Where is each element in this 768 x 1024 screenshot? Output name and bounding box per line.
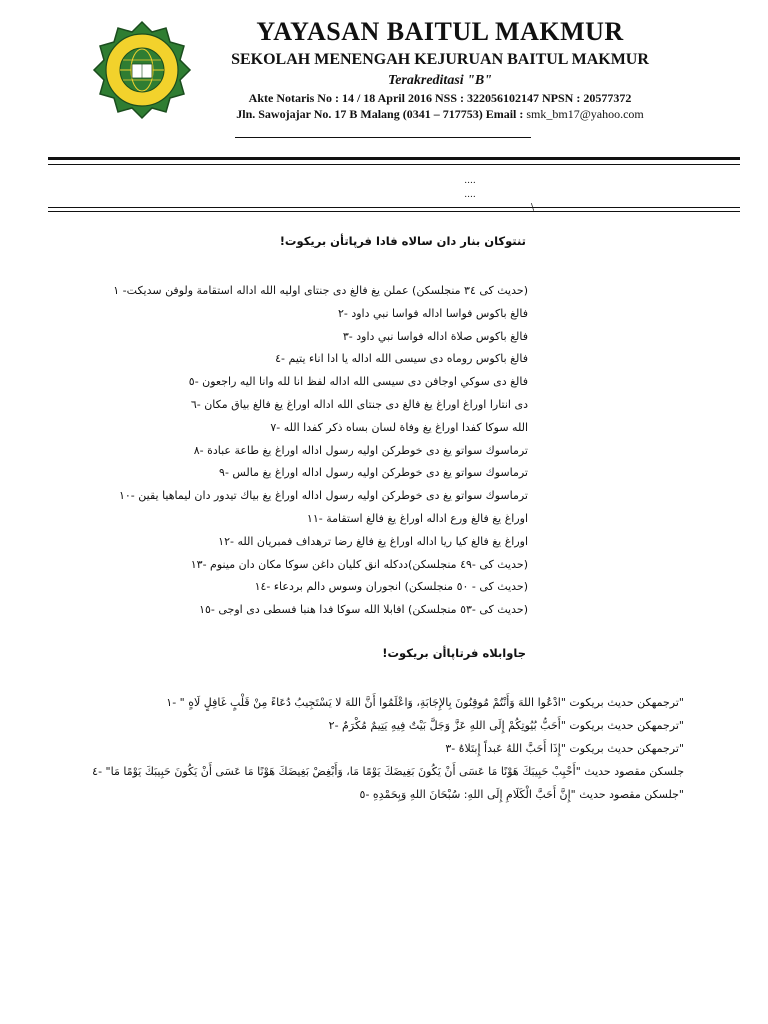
essay-question-list [44,691,684,806]
foundation-name: YAYASAN BAITUL MAKMUR [256,17,624,46]
school-name: SEKOLAH MENENGAH KEJURUAN BAITUL MAKMUR [231,51,649,68]
address-line [195,106,685,122]
section-title-answers: جاوابلاه فرتاپاأن بريكوت! [382,646,526,660]
divider-thin [48,164,740,165]
question-item: دى انتارا اوراغ اوراغ يغ فالغ دى جنتاى الله اداله اوراغ يغ فالغ بياق مکان -٦ [190,397,528,411]
essay-item: "جلسکن مقصود حديث "إِنَّ أَحَبَّ الْكَلَامِ إِلَى اللهِ: سُبْحَانَ اللهِ وَبِحَمْدِهِ -٥ [359,788,684,801]
question-item: فالغ باکوس روماه دى سيسى الله اداله يا ادا اناء يتيم -٤ [275,352,528,366]
question-list [58,281,528,623]
accreditation: Terakreditasi "B" [387,73,493,88]
essay-item: "ترجمهکن حديث بريکوت "أَحَبُّ بُيُوتِكُمْ إِلَى اللهِ عَزَّ وَجَلَّ بَيْتٌ فِيهِ يَتِيمٌ مُكْرَمٌ -٢ [328,719,684,732]
divider-thin [48,211,740,212]
section-title-questions: تنتوكان بنار دان سالاه فادا فرپاتأن بريكوت! [279,234,526,248]
tick-mark: \ [531,203,535,213]
question-item: فالغ باکوس فواسا اداله فواسا نبي داود -٢ [337,306,528,320]
letterhead-text [195,14,685,122]
placeholder-dots-2: .... [464,190,476,200]
question-item: (حديث کى -٤٩ منجلسکن)ددکله انق کليان داغن سوکا مکان دان مينوم -١٣ [190,557,528,571]
question-item: فالغ باکوس صلاة اداله فواسا نبي داود -٣ [342,329,528,343]
question-item: اوراغ يغ فالغ کيا ريا اداله اوراغ يغ فالغ رضا ترهداف فمبريان الله -١٢ [218,534,528,548]
essay-item: "ترجمهکن حديث بريکوت "إِذَا أَحَبَّ اللهُ عَبداً إِبتَلاهُ -٣ [445,742,684,755]
legal-info: Akte Notaris No : 14 / 18 April 2016 NSS : 322056102147 NPSN : 20577372 [248,91,632,105]
question-item: (حديث کى ٣٤ منجلسکن) عملن يغ فالغ دى جنتاى اوليه الله اداله استقامة ولوفن سديکت- ١ [113,284,528,297]
divider-thick [48,157,740,160]
question-item: فالغ دى سوکي اوجافن دى سيسى الله اداله لفظ انا لله وانا اليه راجعون -٥ [188,375,528,389]
question-item: (حديث کى - ٥٠ منجلسکن) انجوران وسوس دالم بردعاء -١٤ [254,580,528,594]
placeholder-dots-1: .... [464,176,476,186]
essay-item: جلسکن مقصود حديث "أَحْبِبْ حَبِيبَكَ هَوْنًا مَا عَسَى أَنْ يَكُونَ بَغِيضَكَ يَوْمًا مَا، وَأَبْغِضْ بَغِيضَكَ هَوْنًا مَا عَسَى أَنْ يَكُونَ حَبِيبَكَ يَوْمًا مَا" -٤ [92,765,684,778]
divider-thin [48,207,740,208]
essay-item: "ترجمهکن حديث بريکوت "ادْعُوا اللهَ وَأَنْتُمْ مُوقِنُونَ بِالإِجَابَةِ، وَاعْلَمُوا أَنَّ اللهَ لا يَسْتَجِيبُ دُعَاءً مِنْ قَلْبٍ غَافِلٍ لَاهٍ " -١ [166,696,684,709]
underline [235,137,531,138]
question-item: ترماسوك سواتو يغ دى خوطرکن اوليه رسول اداله اوراغ يغ طاعة عبادة -٨ [193,443,528,457]
question-item: اوراغ يغ فالغ ورع اداله اوراغ يغ فالغ استقامة -١١ [306,511,528,525]
address: Jln. Sawojajar No. 17 B Malang (0341 – 717753) Email : [236,107,527,121]
question-item: (حديث کى -٥٣ منجلسکن) افابلا الله سوکا فدا هنبا فسطى دى اوجى -١٥ [199,603,528,617]
question-item: ترماسوك سواتو يغ دى خوطرکن اوليه رسول اداله اوراغ يغ مالس -٩ [219,466,528,480]
email-link[interactable]: smk_bm17@yahoo.com [526,107,644,121]
letterhead [90,14,680,126]
question-item: الله سوکا کفدا اوراغ يغ وفاة لسان بساه ذکر کفدا الله -٧ [270,420,528,434]
question-item: ترماسوك سواتو يغ دى خوطرکن اوليه رسول اداله اوراغ يغ بياك تيدور دان ليماهيا يقين -١٠ [118,489,528,503]
school-logo [92,20,192,120]
